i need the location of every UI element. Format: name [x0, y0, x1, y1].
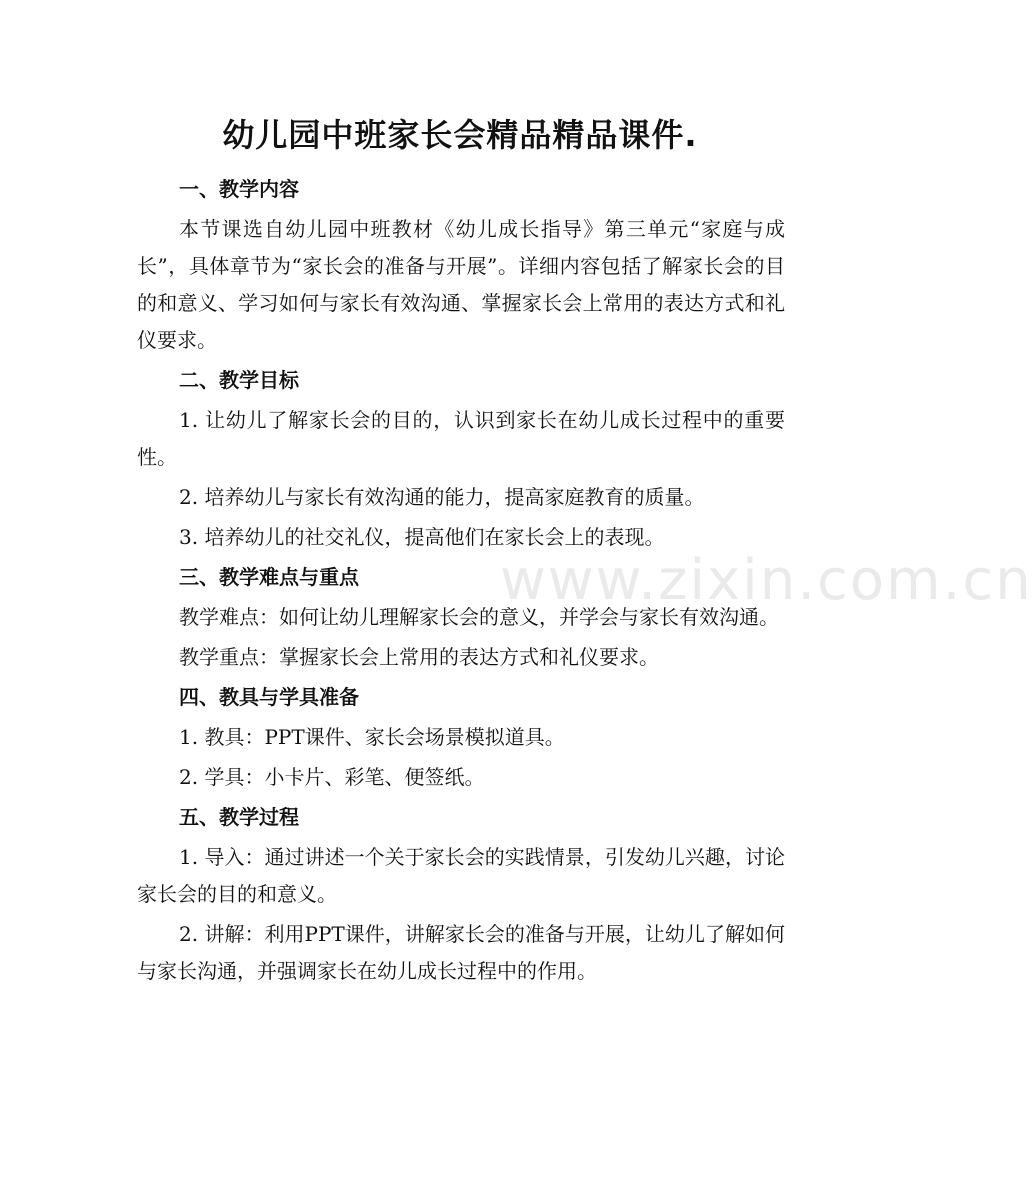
paragraph: 1. 导入：通过讲述一个关于家长会的实践情景，引发幼儿兴趣，讨论家长会的目的和意义。 [137, 845, 785, 906]
document-title: 幼儿园中班家长会精品精品课件. [222, 116, 698, 154]
paragraph: 2. 学具：小卡片、彩笔、便签纸。 [179, 765, 485, 789]
watermark: www.zixin.com.cn [500, 548, 1033, 613]
section-heading: 四、教具与学具准备 [179, 685, 359, 709]
paragraph: 3. 培养幼儿的社交礼仪，提高他们在家长会上的表现。 [179, 525, 665, 549]
paragraph: 1. 教具：PPT课件、家长会场景模拟道具。 [179, 725, 565, 749]
section-heading: 五、教学过程 [179, 805, 299, 829]
paragraph: 本节课选自幼儿园中班教材《幼儿成长指导》第三单元“家庭与成长”，具体章节为“家长会的准备与开展”。详细内容包括了解家长会的目的和意义、学习如何与家长有效沟通、掌握家长会上常用的表达方式和礼仪要求。 [137, 217, 785, 352]
paragraph: 2. 讲解：利用PPT课件，讲解家长会的准备与开展，让幼儿了解如何与家长沟通，并强调家长在幼儿成长过程中的作用。 [137, 922, 785, 983]
paragraph: 1. 让幼儿了解家长会的目的，认识到家长在幼儿成长过程中的重要性。 [137, 408, 785, 469]
section-heading: 一、教学内容 [179, 177, 299, 201]
section-heading: 三、教学难点与重点 [179, 565, 359, 589]
section-heading: 二、教学目标 [179, 368, 299, 392]
paragraph: 教学重点：掌握家长会上常用的表达方式和礼仪要求。 [179, 645, 659, 669]
paragraph: 教学难点：如何让幼儿理解家长会的意义，并学会与家长有效沟通。 [179, 605, 779, 629]
paragraph: 2. 培养幼儿与家长有效沟通的能力，提高家庭教育的质量。 [179, 485, 705, 509]
